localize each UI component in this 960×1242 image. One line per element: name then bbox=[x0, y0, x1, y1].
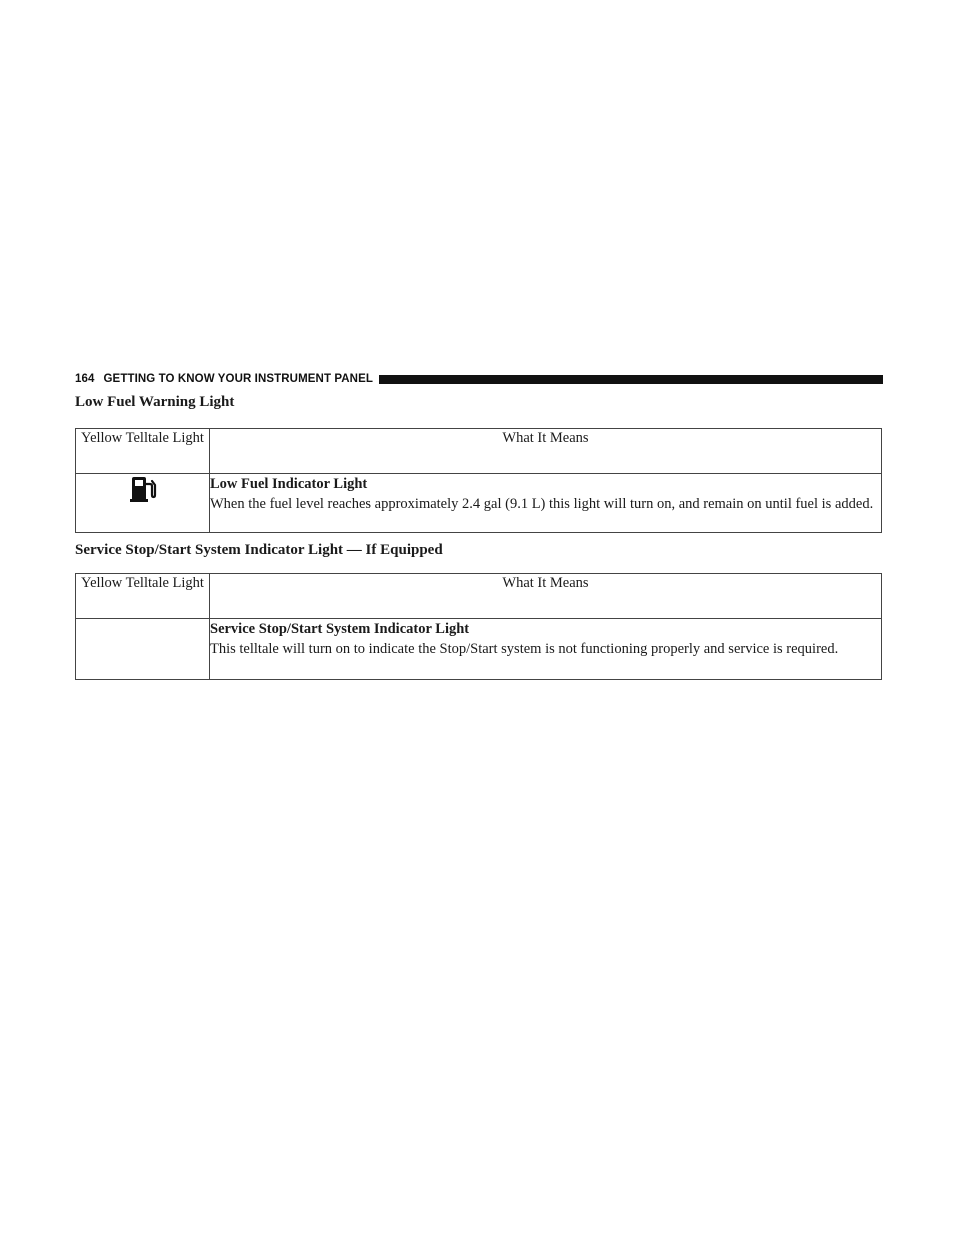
indicator-title: Low Fuel Indicator Light bbox=[210, 476, 368, 492]
indicator-description: This telltale will turn on to indicate the Stop/Start system is not functioning properly and service is required. bbox=[210, 641, 839, 657]
fuel-pump-icon bbox=[128, 474, 158, 504]
table-row bbox=[76, 619, 882, 680]
telltale-table-stop-start bbox=[75, 573, 882, 680]
description-cell bbox=[210, 619, 882, 680]
indicator-description: When the fuel level reaches approximately 2.4 gal (9.1 L) this light will turn on, and remain on until fuel is added. bbox=[210, 496, 874, 512]
header-rule bbox=[379, 375, 883, 384]
telltale-table-low-fuel bbox=[75, 428, 882, 533]
chapter-title: GETTING TO KNOW YOUR INSTRUMENT PANEL bbox=[103, 373, 373, 385]
column-header-telltale-light: Yellow Telltale Light bbox=[76, 429, 210, 474]
section-heading-low-fuel: Low Fuel Warning Light bbox=[75, 394, 235, 410]
page-header bbox=[75, 371, 883, 387]
icon-cell bbox=[76, 474, 210, 533]
indicator-title: Service Stop/Start System Indicator Light bbox=[210, 621, 470, 637]
page-number: 164 bbox=[75, 373, 95, 385]
description-cell bbox=[210, 474, 882, 533]
section-heading-stop-start: Service Stop/Start System Indicator Light — If Equipped bbox=[75, 542, 443, 558]
column-header-what-it-means: What It Means bbox=[210, 429, 882, 474]
column-header-what-it-means: What It Means bbox=[210, 574, 882, 619]
icon-cell bbox=[76, 619, 210, 680]
table-row bbox=[76, 474, 882, 533]
column-header-telltale-light: Yellow Telltale Light bbox=[76, 574, 210, 619]
